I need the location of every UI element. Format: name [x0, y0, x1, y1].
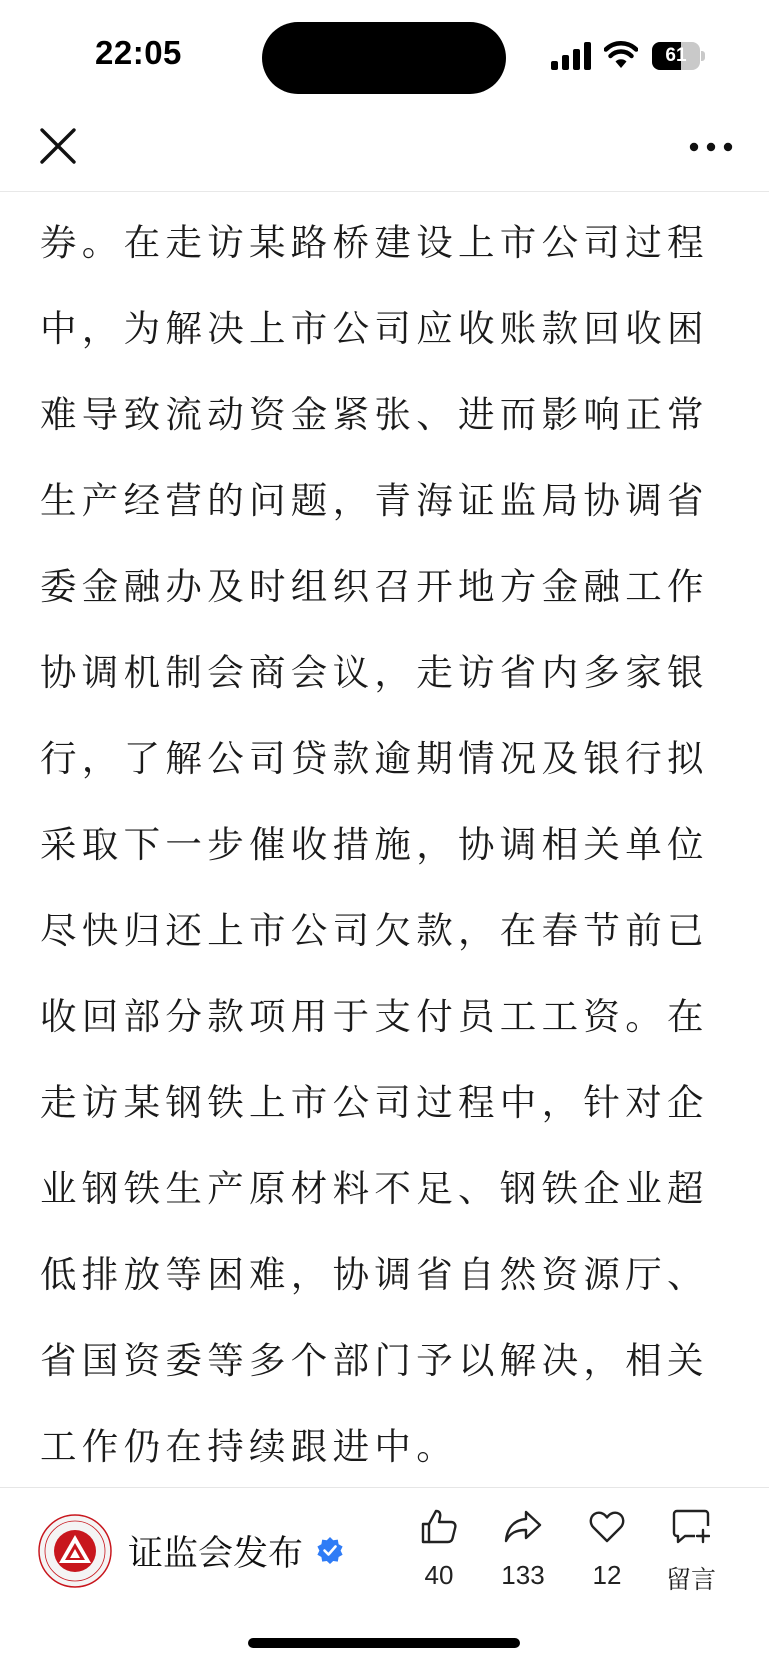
- article-line: 生产经营的问题，青海证监局协调省: [40, 479, 709, 522]
- article-line: 委金融办及时组织召开地方金融工作: [40, 565, 709, 608]
- close-icon[interactable]: [36, 124, 80, 168]
- account-name[interactable]: 证监会发布: [128, 1534, 304, 1574]
- article-line: 难导致流动资金紧张、进而影响正常: [40, 393, 709, 436]
- wifi-icon: [604, 40, 638, 70]
- comment-label: 留言: [665, 1565, 716, 1594]
- status-time: 22:05: [95, 34, 182, 71]
- article-line: 采取下一步催收措施，协调相关单位: [40, 823, 709, 866]
- article-line: 收回部分款项用于支付员工工资。在: [40, 995, 709, 1038]
- heart-icon: [588, 1508, 626, 1546]
- article-line: 中，为解决上市公司应收账款回收困: [40, 307, 709, 350]
- status-bar: [0, 0, 769, 110]
- verified-icon: [316, 1536, 344, 1564]
- battery-cap: [701, 51, 705, 61]
- article-line: 业钢铁生产原材料不足、钢铁企业超: [40, 1167, 709, 1210]
- nav-bar: [0, 110, 769, 192]
- like-count: 40: [424, 1560, 454, 1590]
- thumbs-up-icon: [420, 1508, 458, 1546]
- comment-button[interactable]: [654, 1508, 728, 1598]
- account-avatar[interactable]: [38, 1514, 112, 1588]
- article-line: 券。在走访某路桥建设上市公司过程: [40, 221, 709, 264]
- battery-body: [652, 42, 700, 70]
- dynamic-island: [262, 22, 506, 94]
- favorite-button[interactable]: [570, 1508, 644, 1598]
- article-text: [40, 200, 740, 1480]
- article-line: 走访某钢铁上市公司过程中，针对企: [40, 1081, 709, 1124]
- article-body: [40, 200, 740, 1480]
- more-icon[interactable]: [686, 132, 736, 162]
- battery-level: 61: [665, 45, 687, 66]
- article-line: 协调机制会商会议，走访省内多家银: [40, 651, 709, 694]
- home-indicator: [248, 1638, 520, 1648]
- favorite-count: 12: [592, 1560, 622, 1590]
- article-line: 行，了解公司贷款逾期情况及银行拟: [40, 737, 709, 780]
- article-line: 尽快归还上市公司欠款，在春节前已: [40, 909, 709, 952]
- signal-icon: [551, 42, 591, 70]
- share-icon: [504, 1508, 542, 1546]
- like-button[interactable]: [402, 1508, 476, 1598]
- article-line: 工作仍在持续跟进中。: [40, 1425, 458, 1468]
- article-line: 低排放等困难，协调省自然资源厅、: [40, 1253, 709, 1296]
- comment-icon: [672, 1508, 710, 1546]
- share-count: 133: [501, 1560, 545, 1590]
- battery-icon: [652, 42, 704, 70]
- article-line: 省国资委等多个部门予以解决，相关: [40, 1339, 709, 1382]
- share-button[interactable]: [486, 1508, 560, 1598]
